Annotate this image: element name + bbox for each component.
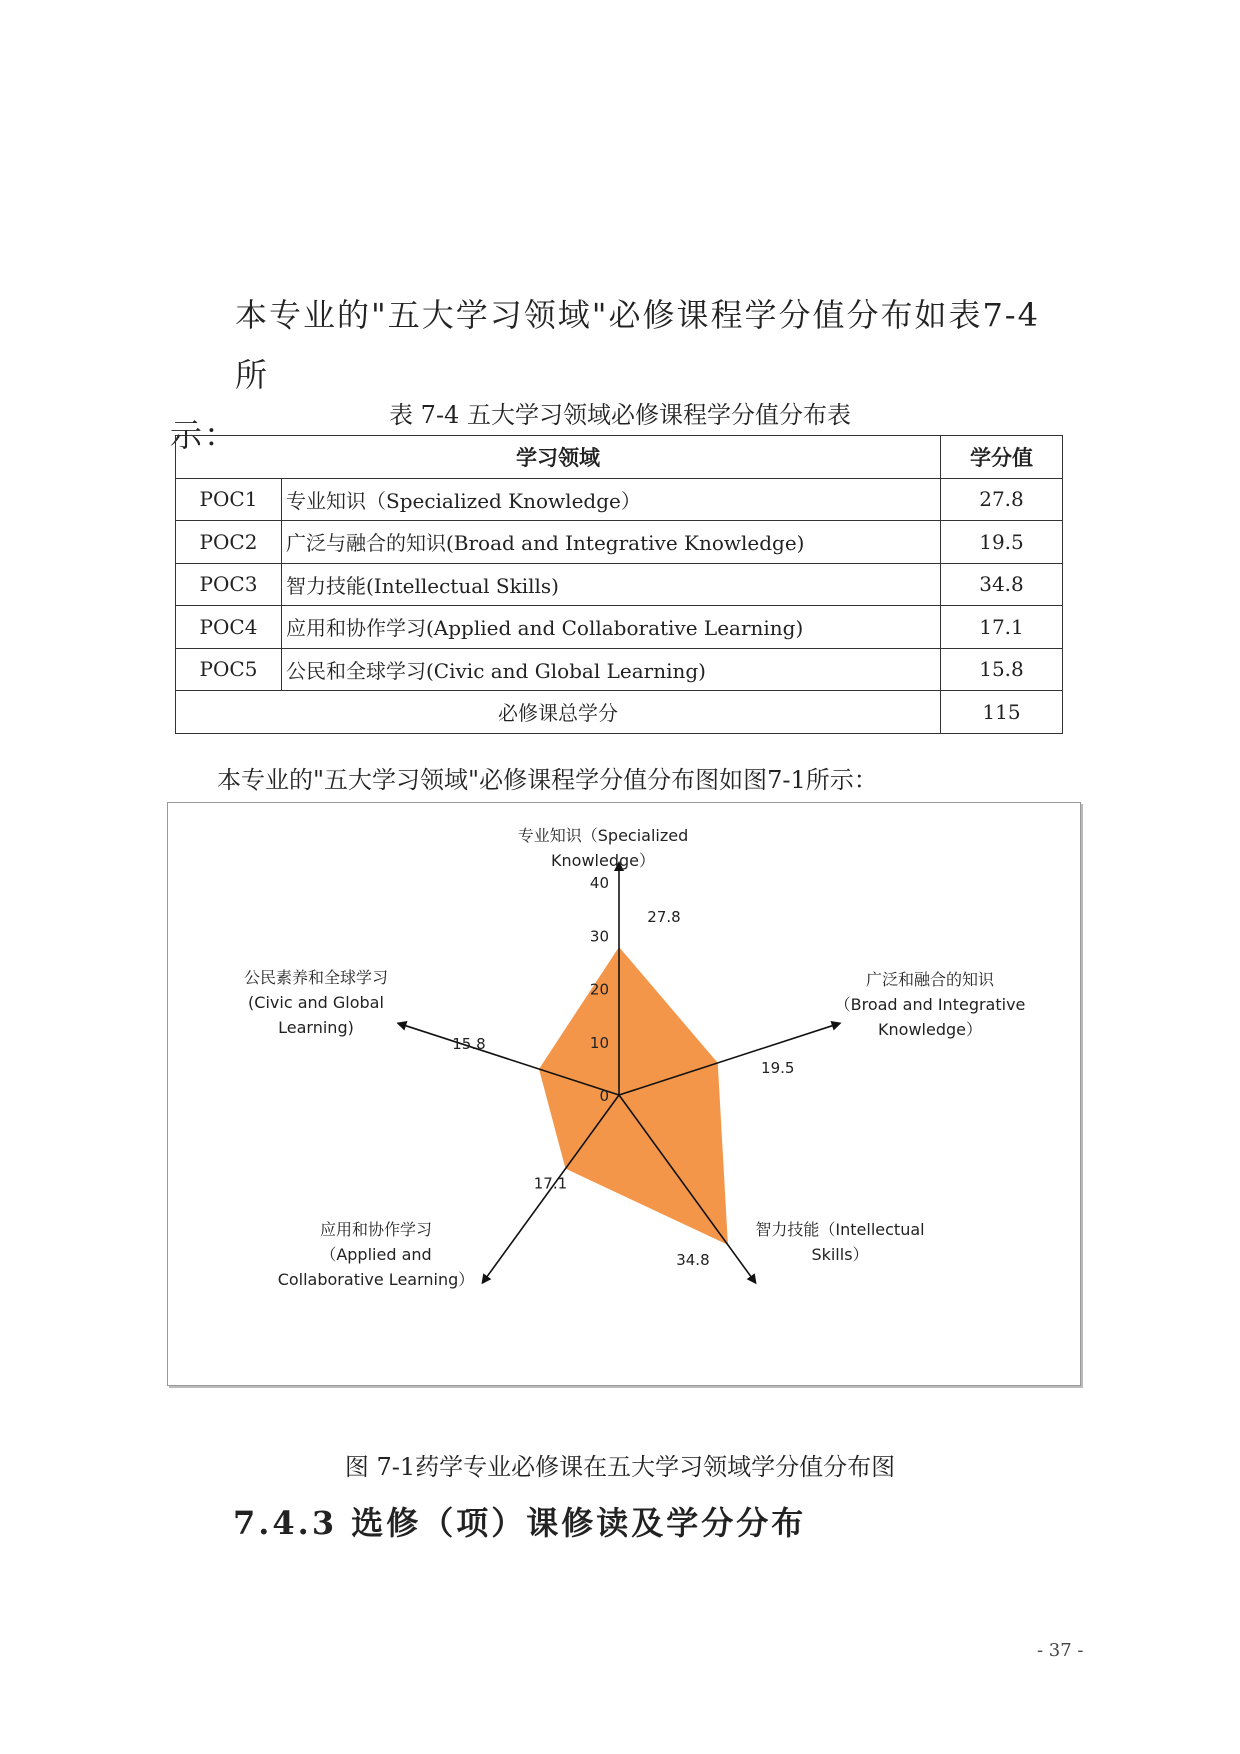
tick-label: 10 xyxy=(589,1033,609,1052)
category-label: 应用和协作学习（Applied and Collaborative Learning） xyxy=(277,1220,475,1289)
category-label: 公民素养和全球学习(Civic and Global Learning) xyxy=(243,968,389,1037)
value-label: 27.8 xyxy=(647,907,681,926)
tick-label: 30 xyxy=(589,927,609,946)
row-name: 专业知识（Specialized Knowledge） xyxy=(282,478,941,521)
row-credit: 19.5 xyxy=(941,521,1063,564)
row-code: POC3 xyxy=(176,563,282,606)
total-value: 115 xyxy=(941,691,1063,734)
row-code: POC1 xyxy=(176,478,282,521)
header-domain: 学习领域 xyxy=(176,436,941,479)
radar-chart xyxy=(168,803,1080,1385)
data-polygon xyxy=(539,947,728,1245)
table-row xyxy=(176,648,1063,691)
figure-caption: 图 7-1药学专业必修课在五大学习领域学分值分布图 xyxy=(344,1453,896,1481)
tick-label: 40 xyxy=(589,874,609,892)
tick-label: 20 xyxy=(589,980,609,999)
table-header-row xyxy=(176,436,1063,479)
value-label: 17.1 xyxy=(533,1174,568,1193)
value-label: 15.8 xyxy=(452,1035,486,1054)
total-label: 必修课总学分 xyxy=(176,691,941,734)
row-credit: 15.8 xyxy=(941,648,1063,691)
table-total-row xyxy=(176,691,1063,734)
value-label: 34.8 xyxy=(676,1250,710,1269)
row-credit: 27.8 xyxy=(941,478,1063,521)
figure-intro-paragraph: 本专业的"五大学习领域"必修课程学分值分布图如图7-1所示： xyxy=(217,766,878,794)
tick-label: 0 xyxy=(599,1087,609,1105)
row-name: 应用和协作学习(Applied and Collaborative Learning) xyxy=(282,606,941,649)
section-heading: 7.4.3 选修（项）课修读及学分分布 xyxy=(233,1504,807,1542)
table-row xyxy=(176,521,1063,564)
credit-table xyxy=(175,435,1063,734)
table-row xyxy=(176,478,1063,521)
row-code: POC4 xyxy=(176,606,282,649)
row-name: 公民和全球学习(Civic and Global Learning) xyxy=(282,648,941,691)
row-credit: 17.1 xyxy=(941,606,1063,649)
category-label: 智力技能（Intellectual Skills） xyxy=(755,1220,925,1264)
category-label: 广泛和融合的知识（Broad and Integrative Knowledge） xyxy=(834,970,1026,1039)
table-caption: 表 7-4 五大学习领域必修课程学分值分布表 xyxy=(389,401,851,429)
page-number: - 37 - xyxy=(1037,1640,1084,1661)
row-credit: 34.8 xyxy=(941,563,1063,606)
header-credit: 学分值 xyxy=(941,436,1063,479)
intro-line-1: 本专业的"五大学习领域"必修课程学分值分布如表7-4所 xyxy=(235,296,1040,394)
value-label: 19.5 xyxy=(761,1058,795,1077)
row-name: 智力技能(Intellectual Skills) xyxy=(282,563,941,606)
table-row xyxy=(176,563,1063,606)
category-label: 专业知识（Specialized Knowledge） xyxy=(517,826,689,870)
row-code: POC5 xyxy=(176,648,282,691)
table-row xyxy=(176,606,1063,649)
intro-line-2: 示： xyxy=(170,416,239,454)
row-name: 广泛与融合的知识(Broad and Integrative Knowledge) xyxy=(282,521,941,564)
radar-chart-figure xyxy=(167,802,1081,1386)
row-code: POC2 xyxy=(176,521,282,564)
